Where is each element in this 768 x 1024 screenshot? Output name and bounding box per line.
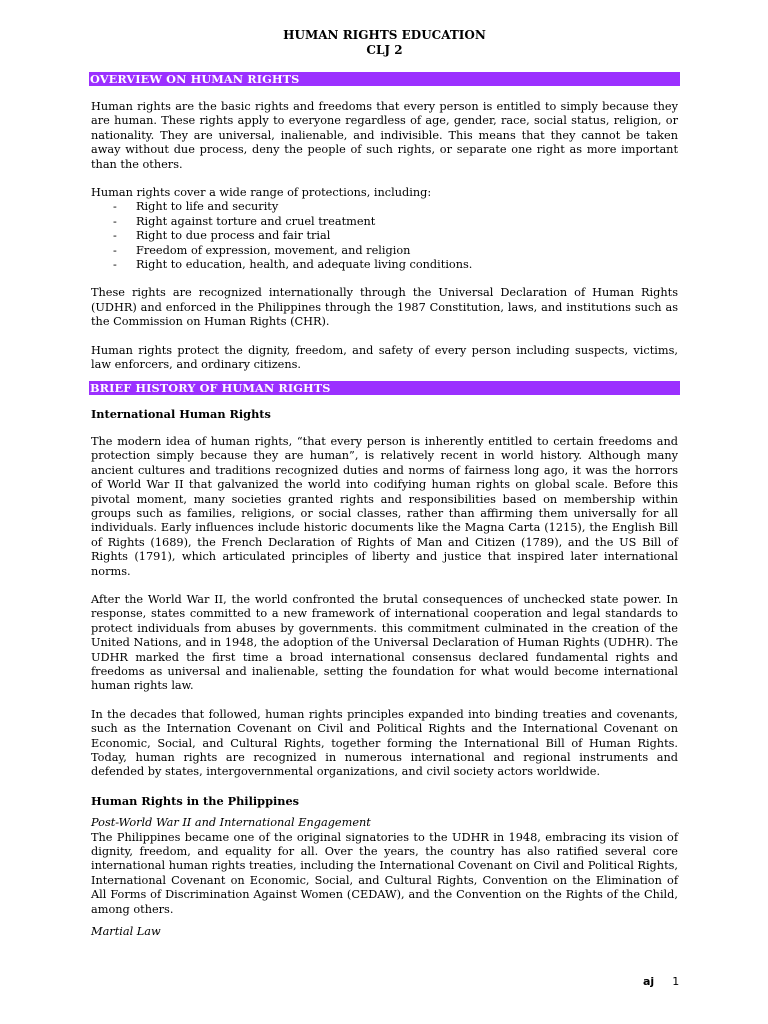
page-footer xyxy=(643,975,679,988)
history-paragraph-4: The Philippines became one of the original signatories to the UDHR in 1948, embracing its vision of dignity, freedom, and equality for all. Over the years, the country has also ratified several core international human rights treaties, including the International Covenant on Civil and Political Rights, International Covenant on Economic, Social, and Cultural Rights, Convention on the Elimination of All Forms of Discrimination Against Women (CEDAW), and the Convention on the Rights of the Child, among others. xyxy=(91,830,678,916)
subheading-martial-law: Martial Law xyxy=(91,925,161,939)
section-heading-history: BRIEF HISTORY OF HUMAN RIGHTS xyxy=(89,381,680,395)
document-title xyxy=(91,28,678,58)
list-item: - Freedom of expression, movement, and religion xyxy=(91,244,678,258)
section-heading-overview: OVERVIEW ON HUMAN RIGHTS xyxy=(89,72,680,86)
rights-list xyxy=(91,200,678,272)
overview-paragraph-4: Human rights protect the dignity, freedom, and safety of every person including suspects, victims, law enforcers, and ordinary citizens. xyxy=(91,343,678,372)
list-item: - Right to due process and fair trial xyxy=(91,229,678,243)
history-paragraph-2: After the World War II, the world confronted the brutal consequences of unchecked state power. In response, states committed to a new framework of international cooperation and legal standards to protect individuals from abuses by governments. this commitment culminated in the creation of the United Nations, and in 1948, the adoption of the Universal Declaration of Human Rights (UDHR). The UDHR marked the first time a broad international consensus declared fundamental rights and freedoms as universal and inalienable, setting the foundation for what would become international human rights law. xyxy=(91,592,678,693)
footer-initials: aj xyxy=(643,975,655,988)
subheading-post-war: Post-World War II and International Engagement xyxy=(91,816,371,830)
list-item: - Right against torture and cruel treatment xyxy=(91,215,678,229)
overview-paragraph-3: These rights are recognized internationally through the Universal Declaration of Human Rights (UDHR) and enforced in the Philippines through the 1987 Constitution, laws, and institutions such as the Commission on Human Rights (CHR). xyxy=(91,286,678,329)
subheading-philippines: Human Rights in the Philippines xyxy=(91,793,300,808)
overview-paragraph-2: Human rights cover a wide range of protections, including: xyxy=(91,186,432,200)
subheading-international: International Human Rights xyxy=(91,406,271,421)
title-line-1: HUMAN RIGHTS EDUCATION xyxy=(283,28,486,42)
title-line-2: CLJ 2 xyxy=(366,43,403,57)
list-item: - Right to education, health, and adequate living conditions. xyxy=(91,258,678,272)
list-item: - Right to life and security xyxy=(91,200,678,214)
document-page xyxy=(91,28,678,940)
page-number: 1 xyxy=(672,975,680,988)
overview-paragraph-1: Human rights are the basic rights and freedoms that every person is entitled to simply because they are human. These rights apply to everyone regardless of age, gender, race, social status, religion, or nationality. They are universal, inalienable, and indivisible. This means that they cannot be taken away without due process, deny the people of such rights, or separate one right as more important than the others. xyxy=(91,100,678,171)
history-paragraph-1: The modern idea of human rights, “that every person is inherently entitled to certain freedoms and protection simply because they are human”, is relatively recent in world history. Although many ancient cultures and traditions recognized duties and norms of fairness long ago, it was the horrors of World War II that galvanized the world into codifying human rights on global scale. Before this pivotal moment, many societies granted rights and responsibilities based on membership within groups such as families, religions, or social classes, rather than affirming them universally for all individuals. Early influences include historic documents like the Magna Carta (1215), the English Bill of Rights (1689), the French Declaration of Rights of Man and Citizen (1789), and the US Bill of Rights (1791), which articulated principles of liberty and justice that inspired later international norms. xyxy=(91,434,678,578)
history-paragraph-3: In the decades that followed, human rights principles expanded into binding treaties and covenants, such as the Internation Covenant on Civil and Political Rights and the International Covenant on Economic, Social, and Cultural Rights, together forming the International Bill of Human Rights. Today, human rights are recognized in numerous international and regional instruments and defended by states, intergovernmental organizations, and civil society actors worldwide. xyxy=(91,707,678,779)
